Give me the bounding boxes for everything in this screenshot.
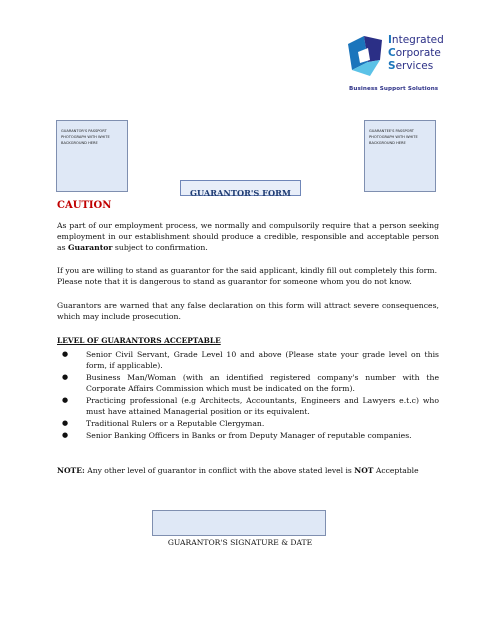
list-item-text: Senior Civil Servant, Grade Level 10 and above (Please state your grade level on this form, if applicable). [86,350,439,370]
list-item [62,430,439,441]
bullet-icon: ● [62,419,69,427]
willingness-paragraph [57,265,439,287]
guarantor-levels-list [62,349,439,442]
list-item-text: Practicing professional (e.g Architects, Accountants, Engineers and Lawyers e.t.c) who must have attained Managerial position or its equivalent. [86,396,439,416]
signature-label: GUARANTOR'S SIGNATURE & DATE [167,538,313,547]
guarantor-photo-box[interactable] [56,120,128,192]
logo-wordmark: Integrated Corporate Services [388,34,444,72]
intro-text-a: As part of our employment process, we normally and compulsorily require that a person seeking employment in our establishment should produce a credible, responsible and acceptable person as [57,221,439,252]
bullet-icon: ● [62,350,69,358]
list-item [62,395,439,417]
guarantee-photo-label: GUARANTEE'S PASSPORT PHOTOGRAPH WITH WHITE BACKGROUND HERE [369,129,418,145]
caution-heading: CAUTION [57,200,112,211]
willingness-line-2: Please note that it is dangerous to stand as guarantor for someone whom you do not know. [57,277,412,286]
bullet-icon: ● [62,431,69,439]
intro-text-b: subject to confirmation. [112,243,208,252]
logo-tagline: Business Support Solutions [349,86,439,92]
form-title: GUARANTOR'S FORM [190,188,291,198]
note-text-a: Any other level of guarantor in conflict with the above stated level is [84,466,355,475]
list-item [62,418,439,429]
note-paragraph [57,465,447,476]
list-item-text: Senior Banking Officers in Banks or from Deputy Manager of reputable companies. [86,431,412,440]
company-logo [344,30,464,94]
intro-paragraph [57,220,439,253]
list-item-text: Traditional Rulers or a Reputable Clergyman. [86,419,265,428]
note-not-bold: NOT [354,466,374,475]
guarantee-photo-box[interactable] [364,120,436,192]
list-item [62,372,439,394]
logo-mark-icon [344,30,386,80]
intro-guarantor-bold: Guarantor [67,243,113,252]
section-heading: LEVEL OF GUARANTORS ACCEPTABLE [57,336,221,345]
warning-paragraph: Guarantors are warned that any false declaration on this form will attract severe consequences, which may include prosecution. [57,301,439,321]
bullet-icon: ● [62,396,69,404]
note-label: NOTE: [57,466,85,475]
guarantor-photo-label: GUARANTOR'S PASSPORT PHOTOGRAPH WITH WHITE BACKGROUND HERE [61,129,110,145]
note-text-b: Acceptable [373,466,419,475]
signature-box[interactable] [152,510,326,536]
list-item-text: Business Man/Woman (with an identified registered company's number with the Corporate Affairs Commission which must be indicated on the form). [86,373,439,393]
willingness-line-1: If you are willing to stand as guarantor for the said applicant, kindly fill out completely this form. [57,266,438,275]
form-title-box [180,180,301,196]
bullet-icon: ● [62,373,69,381]
list-item [62,349,439,371]
